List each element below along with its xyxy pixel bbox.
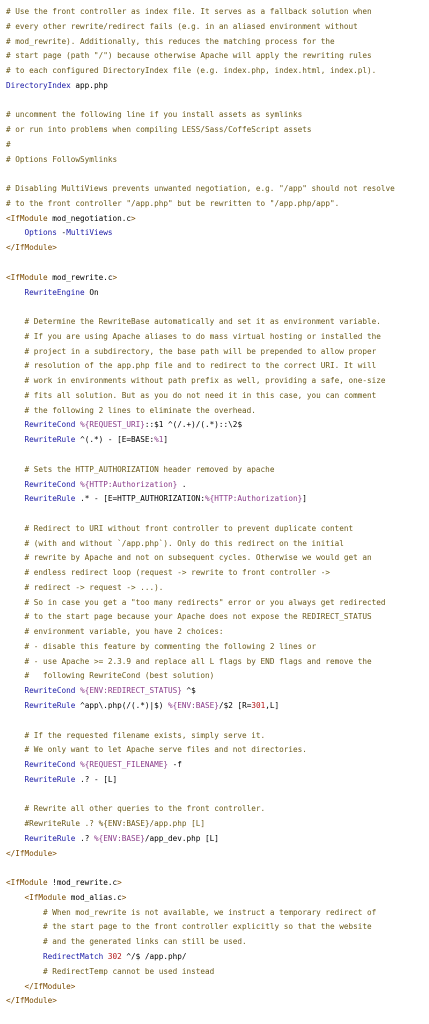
- code-comment: # to the start page because your Apache does not expose the REDIRECT_STATUS: [24, 612, 372, 622]
- code-text: [6, 745, 25, 754]
- code-text: .: [177, 479, 187, 489]
- code-comment: # every other rewrite/redirect fails (e.g. in an aliased environment without: [6, 21, 358, 31]
- code-text: mod_rewrite.c: [47, 272, 113, 282]
- code-directive: RewriteCond: [24, 479, 76, 489]
- code-directive: RewriteCond: [24, 420, 76, 430]
- code-tag: <IfModule: [6, 272, 48, 282]
- code-comment: # If the requested filename exists, simply serve it.: [24, 730, 266, 740]
- code-line: [6, 153, 429, 168]
- code-line: [6, 241, 429, 256]
- code-line: [6, 108, 429, 123]
- code-line: [6, 920, 429, 935]
- code-comment: #RewriteRule .? %{ENV:BASE}/app.php [L]: [24, 819, 206, 829]
- code-text: [6, 819, 25, 828]
- code-text: [6, 347, 25, 356]
- code-variable: %{REQUEST_URI}: [80, 420, 145, 430]
- code-line: [6, 714, 429, 729]
- code-directive: MultiViews: [66, 228, 113, 238]
- code-line: [6, 522, 429, 537]
- code-text: [6, 893, 25, 902]
- code-line: [6, 286, 429, 301]
- code-text: [6, 420, 25, 429]
- code-line: [6, 64, 429, 79]
- code-text: [6, 480, 25, 489]
- code-line: [6, 478, 429, 493]
- code-comment: # and the generated links can still be used.: [43, 937, 247, 947]
- code-directive: RedirectMatch: [43, 952, 104, 961]
- code-line: [6, 35, 429, 50]
- code-directive: RewriteEngine: [24, 287, 85, 297]
- code-text: [6, 539, 25, 548]
- code-directive: RewriteRule: [24, 700, 76, 710]
- code-text: [6, 982, 25, 991]
- code-comment: # - use Apache >= 2.3.9 and replace all L flags by END flags and remove the: [24, 656, 372, 666]
- code-line: [6, 965, 429, 980]
- code-line: [6, 935, 429, 950]
- code-comment: # project in a subdirectory, the base path will be prepended to allow proper: [24, 346, 377, 356]
- code-line: [6, 743, 429, 758]
- code-line: [6, 610, 429, 625]
- code-line: [6, 256, 429, 271]
- code-comment: # Use the front controller as index file. It serves as a fallback solution when: [6, 7, 372, 16]
- code-line: [6, 94, 429, 109]
- code-text: ::$1 ^(/.+)/(.*)::\2$: [144, 420, 243, 430]
- code-text: mod_negotiation.c: [47, 213, 131, 223]
- code-line: [6, 418, 429, 433]
- code-directive: RewriteRule: [24, 833, 76, 843]
- code-comment: # work in environments without path prefix as well, providing a safe, one-size: [24, 376, 386, 386]
- code-line: [6, 359, 429, 374]
- code-text: ^(.*) - [E=BASE:: [75, 435, 155, 445]
- code-comment: # resolution of the app.php file and to redirect to the correct URI. It will: [24, 361, 377, 371]
- code-directive: RewriteCond: [24, 686, 76, 696]
- code-line: [6, 448, 429, 463]
- code-line: [6, 566, 429, 581]
- code-text: ^$: [181, 686, 196, 696]
- code-text: [6, 731, 25, 740]
- code-line: [6, 847, 429, 862]
- code-line: [6, 389, 429, 404]
- code-tag: >: [121, 892, 127, 902]
- code-line: [6, 374, 429, 389]
- code-text: [6, 642, 25, 651]
- code-line: [6, 788, 429, 803]
- code-text: [6, 671, 25, 680]
- code-variable: %{REQUEST_FILENAME}: [80, 760, 169, 770]
- code-text: [6, 553, 25, 562]
- code-comment: # Redirect to URI without front controller to prevent duplicate content: [24, 523, 354, 533]
- code-line: [6, 729, 429, 744]
- code-text: !mod_rewrite.c: [47, 878, 118, 888]
- code-line: [6, 832, 429, 847]
- code-comment: # mod_rewrite). Additionally, this reduces the matching process for the: [6, 36, 335, 46]
- code-text: [6, 465, 25, 474]
- code-comment: # following RewriteCond (best solution): [24, 671, 215, 681]
- code-text: ,L]: [265, 700, 280, 710]
- code-text: [6, 361, 25, 370]
- code-text: [6, 922, 43, 931]
- code-text: [6, 332, 25, 341]
- code-line: [6, 197, 429, 212]
- code-tag: </IfModule>: [24, 981, 76, 991]
- code-comment: # environment variable, you have 2 choices:: [24, 627, 224, 637]
- code-directive: DirectoryIndex: [6, 80, 71, 90]
- code-comment: # uncomment the following line if you install assets as symlinks: [6, 110, 303, 120]
- code-text: -f: [168, 760, 182, 770]
- code-text: [6, 598, 25, 607]
- code-text: .* - [E=HTTP_AUTHORIZATION:: [75, 494, 206, 504]
- code-comment: # the following 2 lines to eliminate the overhead.: [24, 405, 256, 415]
- code-line: [6, 330, 429, 345]
- code-text: [6, 908, 43, 917]
- code-tag: >: [112, 272, 118, 282]
- code-line: [6, 625, 429, 640]
- code-number: 301: [251, 700, 266, 710]
- code-line: [6, 226, 429, 241]
- code-directive: RewriteRule: [24, 435, 76, 445]
- code-line: [6, 669, 429, 684]
- code-comment: # So in case you get a "too many redirects" error or you always get redirected: [24, 597, 386, 607]
- code-text: [6, 967, 43, 976]
- code-comment: # - disable this feature by commenting the following 2 lines or: [24, 641, 317, 651]
- code-comment: # or run into problems when compiling LESS/Sass/CoffeScript assets: [6, 125, 312, 135]
- code-line: [6, 404, 429, 419]
- code-comment: # Options FollowSymlinks: [6, 154, 118, 164]
- code-comment: # We only want to let Apache serve files and not directories.: [24, 745, 307, 755]
- code-variable: %{HTTP:Authorization}: [205, 494, 303, 504]
- code-text: [6, 406, 25, 415]
- code-line: [6, 684, 429, 699]
- code-text: [6, 612, 25, 621]
- code-variable: %{HTTP:Authorization}: [80, 479, 178, 489]
- code-directive: RewriteRule: [24, 774, 76, 784]
- code-line: [6, 345, 429, 360]
- code-line: [6, 994, 429, 1009]
- code-directive: Options: [24, 228, 57, 238]
- code-comment: # to the front controller "/app.php" but be rewritten to "/app.php/app".: [6, 198, 340, 208]
- code-directive: RewriteRule: [24, 494, 76, 504]
- code-line: [6, 758, 429, 773]
- code-line: [6, 182, 429, 197]
- code-line: [6, 300, 429, 315]
- code-line: [6, 891, 429, 906]
- code-text: .?: [75, 833, 94, 843]
- code-comment: # When mod_rewrite is not available, we instruct a temporary redirect of: [43, 907, 377, 917]
- code-line: [6, 950, 429, 965]
- code-line: [6, 980, 429, 995]
- code-text: app.php: [70, 80, 108, 90]
- code-text: ]: [302, 494, 307, 504]
- code-tag: <IfModule: [24, 892, 67, 902]
- code-tag: </IfModule>: [6, 996, 57, 1006]
- code-line: [6, 537, 429, 552]
- code-text: [6, 583, 25, 592]
- code-text: [6, 804, 25, 813]
- code-text: [6, 524, 25, 533]
- code-line: [6, 802, 429, 817]
- code-comment: # Rewrite all other queries to the front controller.: [24, 804, 266, 814]
- code-line: [6, 773, 429, 788]
- code-text: -: [56, 228, 67, 238]
- code-text: [6, 834, 25, 843]
- code-tag: <IfModule: [6, 878, 48, 888]
- code-text: [6, 317, 25, 326]
- code-text: [6, 760, 25, 769]
- code-line: [6, 433, 429, 448]
- code-directive: RewriteCond: [24, 760, 76, 770]
- code-text: /$2 [R=: [218, 700, 252, 710]
- code-line: [6, 655, 429, 670]
- code-tag: </IfModule>: [6, 243, 57, 253]
- code-comment: # (with and without `/app.php`). Only do this redirect on the initial: [24, 538, 344, 548]
- code-variable: %{ENV:REDIRECT_STATUS}: [80, 686, 182, 696]
- code-comment: # Sets the HTTP_AUTHORIZATION header removed by apache: [24, 464, 275, 474]
- code-text: On: [84, 287, 99, 297]
- code-comment: # fits all solution. But as you do not need it in this case, you can comment: [24, 390, 377, 400]
- code-line: [6, 876, 429, 891]
- code-line: [6, 315, 429, 330]
- code-tag: <IfModule: [6, 213, 48, 223]
- code-line: [6, 906, 429, 921]
- code-comment: # RedirectTemp cannot be used instead: [43, 966, 215, 976]
- code-text: [6, 376, 25, 385]
- code-line: [6, 640, 429, 655]
- code-text: ]: [163, 435, 169, 445]
- code-line: [6, 79, 429, 94]
- code-line: [6, 861, 429, 876]
- code-text: [6, 435, 25, 444]
- code-comment: # endless redirect loop (request -> rewrite to front controller ->: [24, 568, 330, 578]
- code-text: [6, 952, 43, 961]
- code-tag: </IfModule>: [6, 848, 57, 858]
- code-line: [6, 49, 429, 64]
- code-text: .? - [L]: [75, 774, 118, 784]
- code-comment: # Determine the RewriteBase automatically and set it as environment variable.: [24, 317, 381, 327]
- code-text: [6, 228, 25, 237]
- code-line: [6, 138, 429, 153]
- code-text: [6, 627, 25, 636]
- code-line: [6, 581, 429, 596]
- code-line: [6, 271, 429, 286]
- code-line: [6, 167, 429, 182]
- code-variable: %1: [154, 435, 164, 445]
- code-line: [6, 699, 429, 714]
- code-text: [6, 288, 25, 297]
- code-text: [6, 657, 25, 666]
- code-text: [6, 568, 25, 577]
- code-line: [6, 507, 429, 522]
- code-line: [6, 817, 429, 832]
- code-comment: # If you are using Apache aliases to do mass virtual hosting or installed the: [24, 331, 381, 341]
- code-comment: #: [6, 139, 11, 149]
- code-tag: >: [130, 213, 136, 223]
- code-text: ^app\.php(/(.*)|$): [75, 700, 169, 710]
- code-line: [6, 596, 429, 611]
- code-comment: # start page (path "/") because otherwise Apache will apply the rewriting rules: [6, 51, 372, 61]
- code-comment: # rewrite by Apache and not on subsequent cycles. Otherwise we would get an: [24, 553, 372, 563]
- code-text: [6, 701, 25, 710]
- code-comment: # redirect -> request -> ...).: [24, 582, 164, 592]
- code-tag: >: [117, 878, 122, 888]
- code-line: [6, 20, 429, 35]
- code-comment: # to each configured DirectoryIndex file (e.g. index.php, index.html, index.pl).: [6, 66, 377, 76]
- code-text: [6, 391, 25, 400]
- code-variable: %{ENV:BASE}: [93, 833, 145, 843]
- code-comment: # Disabling MultiViews prevents unwanted negotiation, e.g. "/app" should not resolve: [6, 184, 395, 194]
- code-line: [6, 123, 429, 138]
- code-line: [6, 5, 429, 20]
- code-text: [6, 775, 25, 784]
- code-text: ^/$ /app.php/: [121, 952, 187, 961]
- code-text: [6, 937, 43, 946]
- code-text: [6, 494, 25, 503]
- code-line: [6, 463, 429, 478]
- code-comment: # the start page to the front controller explicitly so that the website: [43, 922, 372, 932]
- code-variable: %{ENV:BASE}: [168, 700, 219, 710]
- code-text: mod_alias.c: [66, 892, 122, 902]
- code-line: [6, 212, 429, 227]
- code-line: [6, 551, 429, 566]
- code-text: [6, 686, 25, 695]
- code-line: [6, 492, 429, 507]
- code-text: /app_dev.php [L]: [144, 833, 219, 843]
- code-number: 302: [107, 952, 122, 961]
